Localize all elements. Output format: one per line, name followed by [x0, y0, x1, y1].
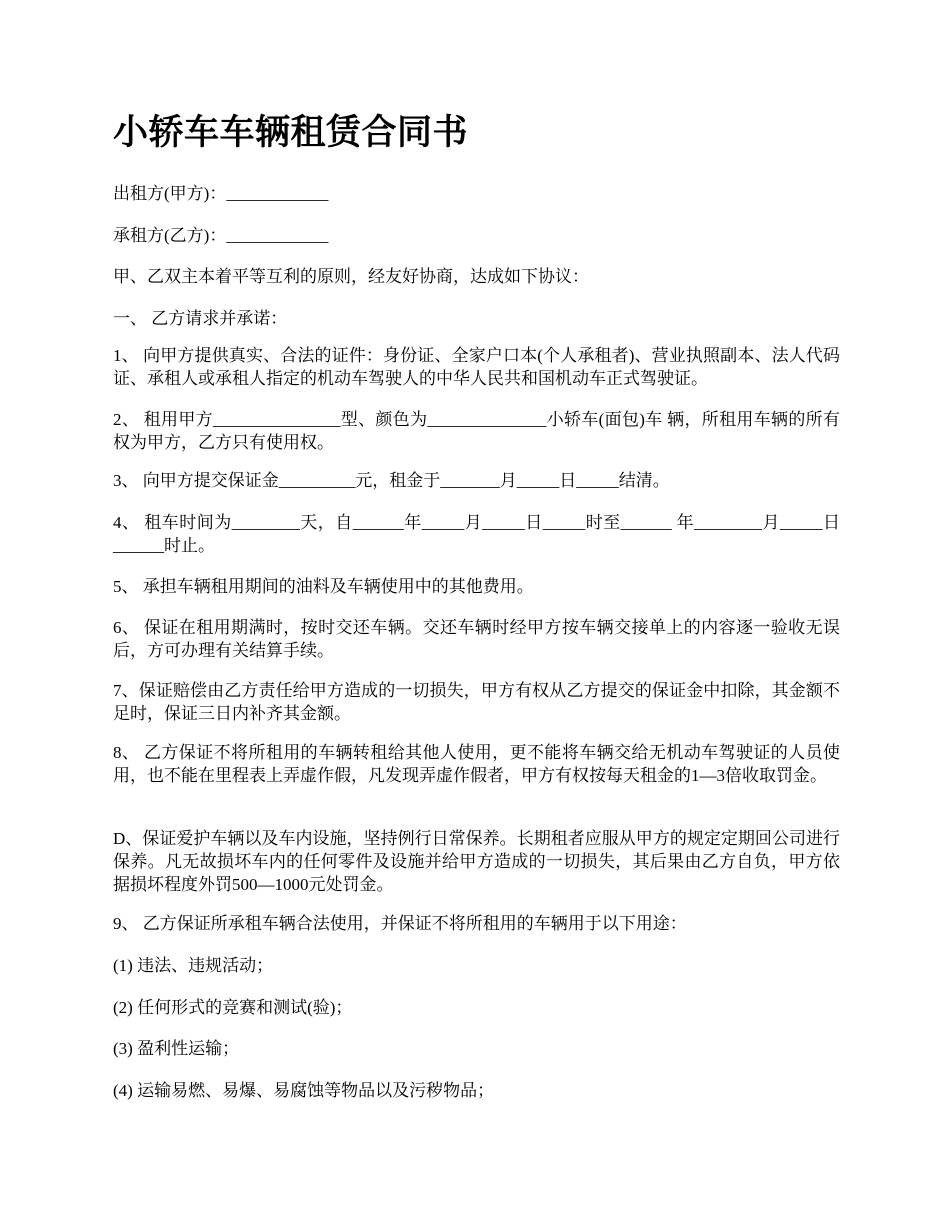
- clause-d: D、保证爱护车辆以及车内设施，坚持例行日常保养。长期租者应服从甲方的规定定期回公司进行保养。凡无故损坏车内的任何零件及设施并给甲方造成的一切损失，其后果由乙方自负，甲方依据损坏程度外罚500—1000元处罚金。: [113, 829, 840, 894]
- clause-7: 7、保证赔偿由乙方责任给甲方造成的一切损失，甲方有权从乙方提交的保证金中扣除，其金额不足时，保证三日内补齐其金额。: [113, 681, 840, 723]
- clause-9: 9、 乙方保证所承租车辆合法使用，并保证不将所租用的车辆用于以下用途：: [113, 914, 687, 933]
- clause-6: 6、 保证在租用期满时，按时交还车辆。交还车辆时经甲方按车辆交接单上的内容逐一验收无误后，方可办理有关结算手续。: [113, 618, 840, 660]
- usage-item-2: (2) 任何形式的竞赛和测试(验)；: [113, 998, 353, 1017]
- clause-2: 2、 租用甲方_______________型、颜色为______________小轿车(面包)车 辆，所租用车辆的所有权为甲方，乙方只有使用权。: [113, 410, 840, 452]
- usage-item-3: (3) 盈利性运输；: [113, 1039, 240, 1058]
- clause-4: 4、 租车时间为________天，自______年_____月_____日_____时至______ 年________月_____日______时止。: [113, 513, 840, 555]
- party-a-line: 出租方(甲方)：____________: [113, 184, 329, 203]
- clause-1: 1、 向甲方提供真实、合法的证件：身份证、全家户口本(个人承租者)、营业执照副本、法人代码证、承租人或承租人指定的机动车驾驶人的中华人民共和国机动车正式驾驶证。: [113, 346, 840, 388]
- agreement-intro: 甲、乙双主本着平等互利的原则，经友好协商，达成如下协议：: [113, 267, 589, 286]
- clause-8: 8、 乙方保证不将所租用的车辆转租给其他人使用，更不能将车辆交给无机动车驾驶证的人员使用，也不能在里程表上弄虚作假，凡发现弄虚作假者，甲方有权按每天租金的1—3倍收取罚金。: [113, 743, 840, 785]
- clause-5: 5、 承担车辆租用期间的油料及车辆使用中的其他费用。: [113, 577, 534, 596]
- clause-3: 3、 向甲方提交保证金_________元，租金于_______月_____日_____结清。: [113, 471, 670, 490]
- usage-item-4: (4) 运输易燃、易爆、易腐蚀等物品以及污秽物品；: [113, 1081, 495, 1100]
- document-title: 小轿车车辆租赁合同书: [113, 113, 469, 153]
- party-b-line: 承租方(乙方)：____________: [113, 226, 329, 245]
- usage-item-1: (1) 违法、违规活动；: [113, 956, 274, 975]
- section-one-heading: 一、 乙方请求并承诺：: [113, 309, 288, 328]
